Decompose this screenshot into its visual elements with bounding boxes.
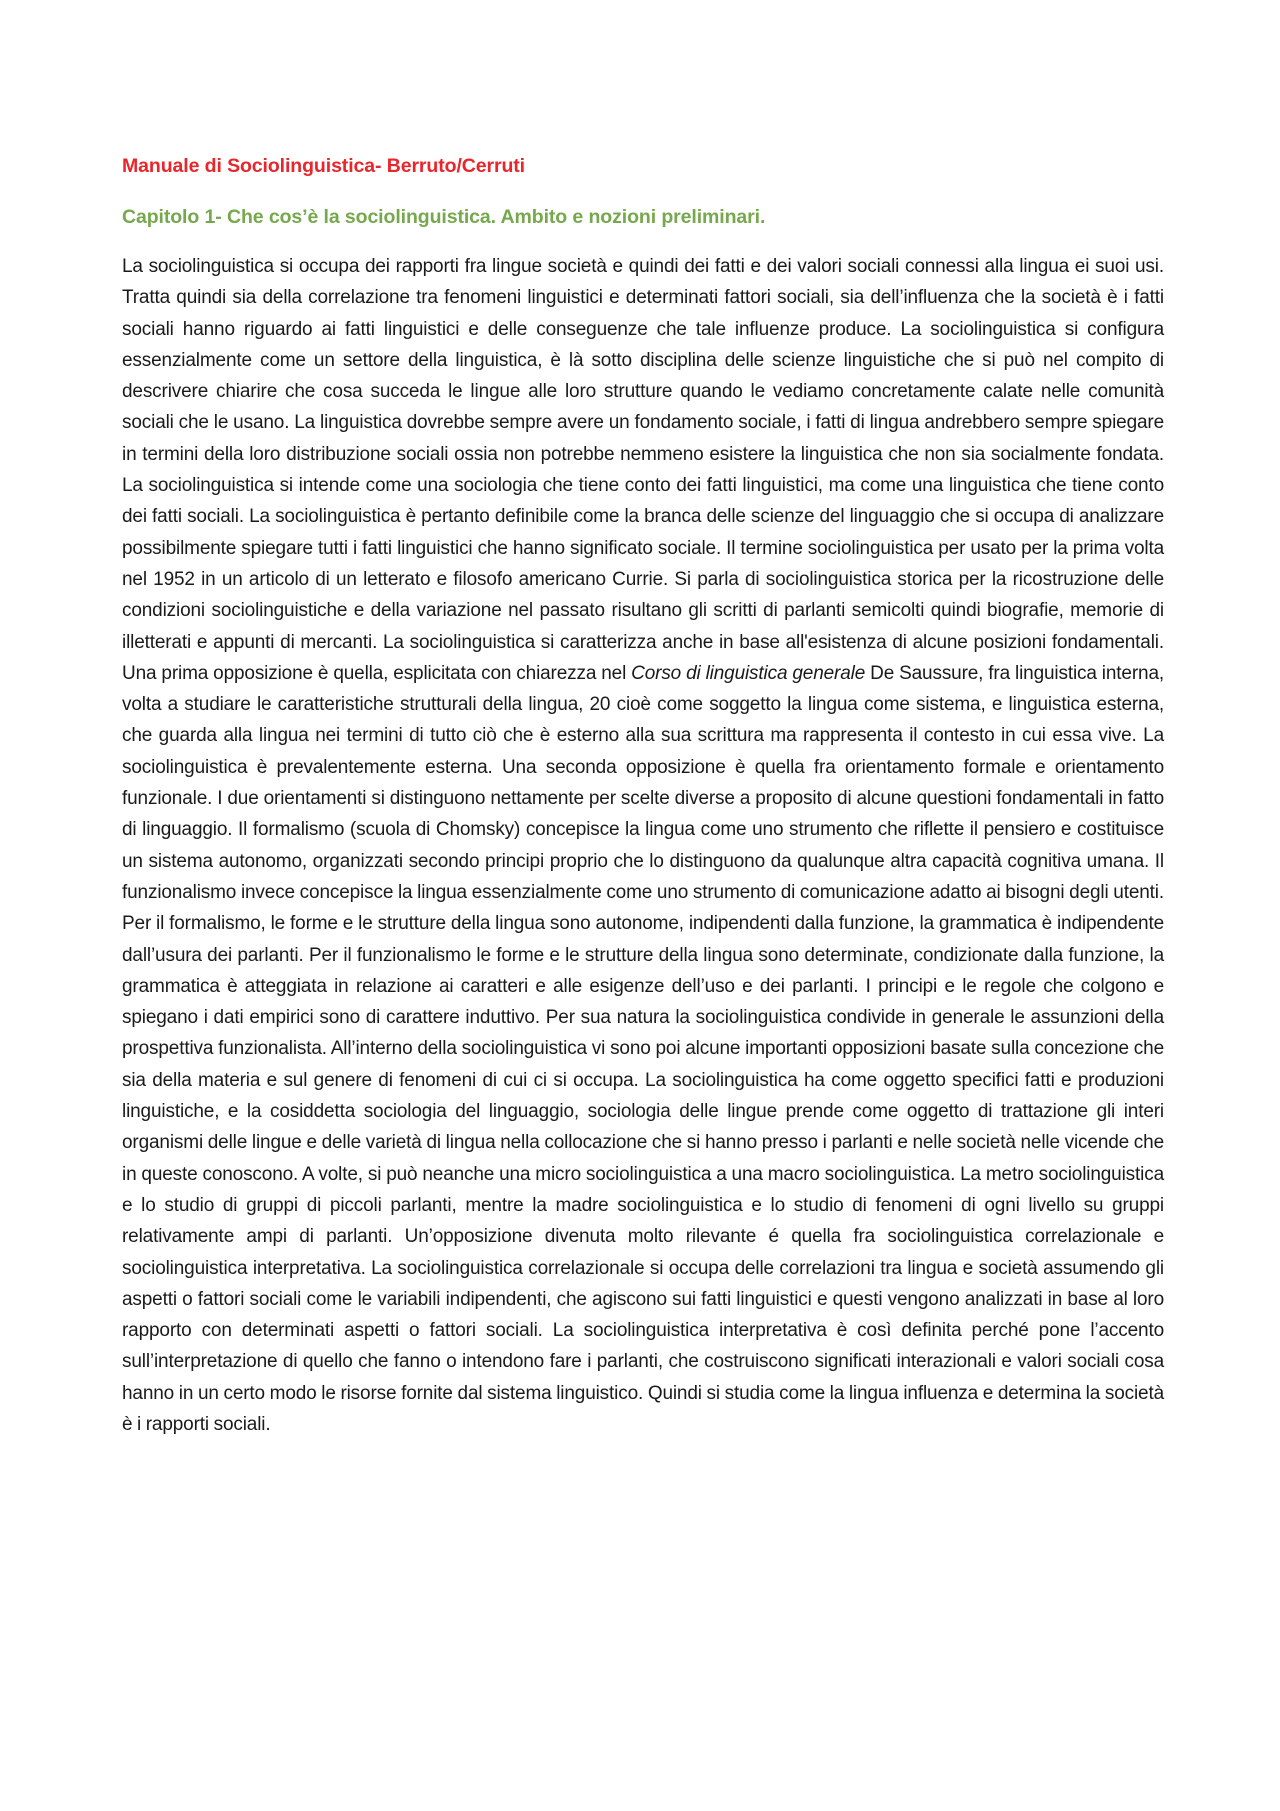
document-title: Manuale di Sociolinguistica- Berruto/Cerruti [122,155,525,177]
body-text-part-1: La sociolinguistica si occupa dei rapporti fra lingue società e quindi dei fatti e dei valori sociali connessi alla lingua ei suoi usi. Tratta quindi sia della correlazione tra fenomeni linguistici e determinati fattori sociali, sia dell’influenza che la società è i fatti sociali hanno riguardo ai fatti linguistici e delle conseguenze che tale influenze produce. La sociolinguistica si configura essenzialmente come un settore della linguistica, è là sotto disciplina delle scienze linguistiche che si può nel compito di descrivere chiarire che cosa succeda le lingue alle loro strutture quando le vediamo concretamente calate nelle comunità sociali che le usano. La linguistica dovrebbe sempre avere un fondamento sociale, i fatti di lingua andrebbero sempre spiegare in termini della loro distribuzione sociali ossia non potrebbe nemmeno esistere la linguistica che non sia socialmente fondata. La sociolinguistica si intende come una sociologia che tiene conto dei fatti linguistici, ma come una linguistica che tiene conto dei fatti sociali. La sociolinguistica è pertanto definibile come la branca delle scienze del linguaggio che si occupa di analizzare possibilmente spiegare tutti i fatti linguistici che hanno significato sociale. Il termine sociolinguistica per usato per la prima volta nel 1952 in un articolo di un letterato e filosofo americano Currie. Si parla di sociolinguistica storica per la ricostruzione delle condizioni sociolinguistiche e della variazione nel passato risultano gli scritti di parlanti semicolti quindi biografie, memorie di illetterati e appunti di mercanti. La sociolinguistica si caratterizza anche in base all'esistenza di alcune posizioni fondamentali. Una prima opposizione è quella, esplicitata con chiarezza nel [122,256,1164,684]
chapter-title: Capitolo 1- Che cos’è la sociolinguistica. Ambito e nozioni preliminari. [122,206,766,228]
body-paragraph [122,251,1164,1440]
body-text-part-2: De Saussure, fra linguistica interna, volta a studiare le caratteristiche strutturali della lingua, 20 cioè come soggetto la lingua come sistema, e linguistica esterna, che guarda alla lingua nei termini di tutto ciò che è esterno alla sua scrittura ma rappresenta il contesto in cui essa vive. La sociolinguistica è prevalentemente esterna. Una seconda opposizione è quella fra orientamento formale e orientamento funzionale. I due orientamenti si distinguono nettamente per scelte diverse a proposito di alcune questioni fondamentali in fatto di linguaggio. Il formalismo (scuola di Chomsky) concepisce la lingua come uno strumento che riflette il pensiero e costituisce un sistema autonomo, organizzati secondo principi proprio che lo distinguono da qualunque altra capacità cognitiva umana. Il funzionalismo invece concepisce la lingua essenzialmente come uno strumento di comunicazione adatto ai bisogni degli utenti. Per il formalismo, le forme e le strutture della lingua sono autonome, indipendenti dalla funzione, la grammatica è indipendente dall’usura dei parlanti. Per il funzionalismo le forme e le strutture della lingua sono determinate, condizionate dalla funzione, la grammatica è atteggiata in relazione ai caratteri e alle esigenze dell’uso e dei parlanti. I principi e le regole che colgono e spiegano i dati empirici sono di carattere induttivo. Per sua natura la sociolinguistica condivide in generale le assunzioni della prospettiva funzionalista. All’interno della sociolinguistica vi sono poi alcune importanti opposizioni basate sulla concezione che sia della materia e sul genere di fenomeni di cui ci si occupa. La sociolinguistica ha come oggetto specifici fatti e produzioni linguistiche, e la cosiddetta sociologia del linguaggio, sociologia delle lingue prende come oggetto di trattazione gli interi organismi delle lingue e delle varietà di lingua nella collocazione che si hanno presso i parlanti e nelle società nelle vicende che in queste conoscono. A volte, si può neanche una micro sociolinguistica a una macro sociolinguistica. La metro sociolinguistica e lo studio di gruppi di piccoli parlanti, mentre la madre sociolinguistica e lo studio di fenomeni di ogni livello su gruppi relativamente ampi di parlanti. Un’opposizione divenuta molto rilevante é quella fra sociolinguistica correlazionale e sociolinguistica interpretativa. La sociolinguistica correlazionale si occupa delle correlazioni tra lingua e società assumendo gli aspetti o fattori sociali come le variabili indipendenti, che agiscono sui fatti linguistici e questi vengono analizzati in base al loro rapporto con determinati aspetti o fattori sociali. La sociolinguistica interpretativa è così definita perché pone l’accento sull’interpretazione di quello che fanno o intendono fare i parlanti, che costruiscono significati interazionali e valori sociali cosa hanno in un certo modo le risorse fornite dal sistema linguistico. Quindi si studia come la lingua influenza e determina la società è i rapporti sociali. [122,662,1164,1435]
italic-book-reference: Corso di linguistica generale [631,662,866,684]
